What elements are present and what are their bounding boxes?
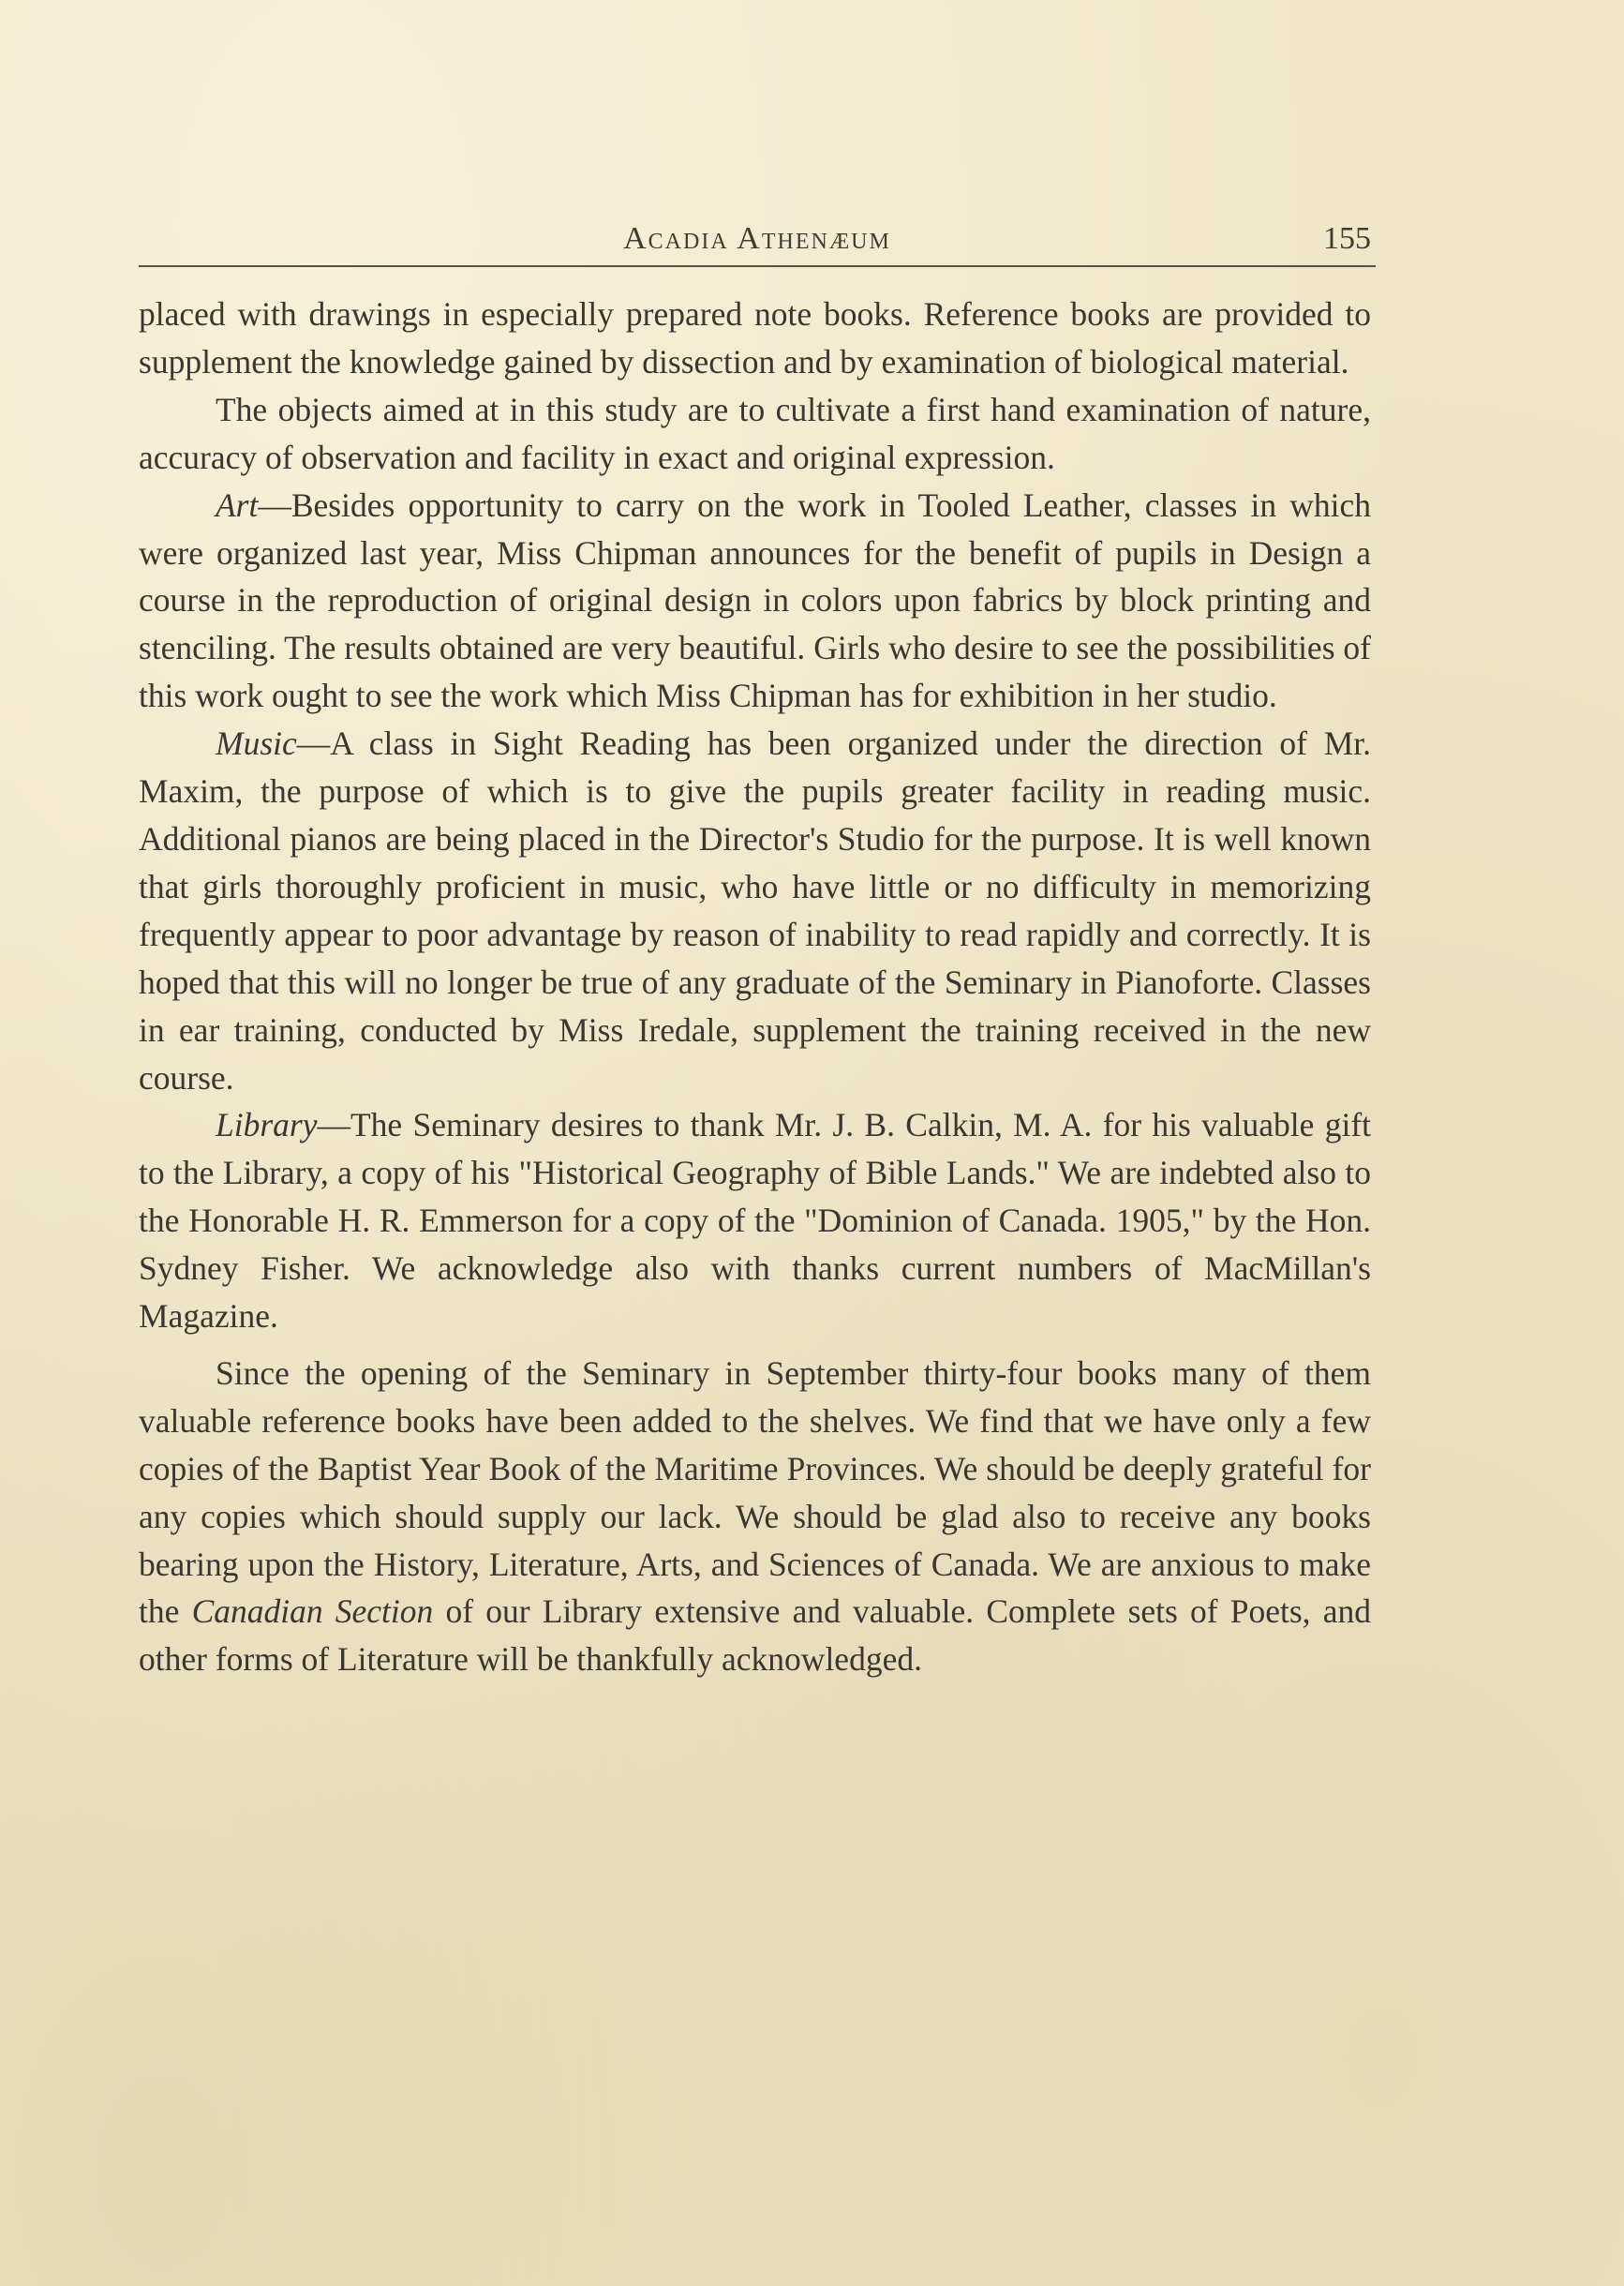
section-heading-music: Music [216, 725, 297, 763]
paragraph-books-text-after: of our Library extensive and valuable. Complete sets of Poets, and other forms of Literature will be thankfully acknowledged. [139, 1592, 1371, 1679]
paragraph-art [139, 482, 1371, 721]
paragraph-objects: The objects aimed at in this study are to cultivate a first hand examination of nature, accuracy of observation and facility in exact and original expression. [139, 390, 1371, 476]
paragraph-music-text: —A class in Sight Reading has been organized under the direction of Mr. Maxim, the purpose of which is to give the pupils greater facility in reading music. Additional pianos are being placed in the Director's Studio for the purpose. It is well known that girls thoroughly proficient in music, who have little or no difficulty in memorizing frequently appear to poor advantage by reason of inability to read rapidly and correctly. It is hoped that this will no longer be true of any graduate of the Seminary in Pianoforte. Classes in ear training, conducted by Miss Iredale, supplement the training received in the new course. [139, 725, 1371, 1097]
header-rule [139, 265, 1376, 267]
canadian-section-emphasis: Canadian Section [191, 1592, 434, 1631]
paragraph-library-text: —The Seminary desires to thank Mr. J. B. Calkin, M. A. for his valuable gift to the Library, a copy of his "Historical Geography of Bible Lands." We are indebted also to the Honorable H. R. Emmerson for a copy of the "Dominion of Canada. 1905," by the Hon. Sydney Fisher. We acknowledge also with thanks current numbers of MacMillan's Magazine. [139, 1106, 1371, 1336]
paragraph-library [139, 1101, 1371, 1340]
paragraph-books-text-before: Since the opening of the Seminary in September thirty-four books many of them valuable reference books have been added to the shelves. We find that we have only a few copies of the Baptist Year Book of the Maritime Provinces. We should be deeply grateful for any copies which should supply our lack. We should be glad also to receive any books bearing upon the History, Literature, Arts, and Sciences of Canada. We are anxious to make the [139, 1353, 1371, 1631]
paragraph-art-text: —Besides opportunity to carry on the work in Tooled Leather, classes in which were organized last year, Miss Chipman announces for the benefit of pupils in Design a course in the reproduction of original design in colors upon fabrics by block printing and stenciling. The results obtained are very beautiful. Girls who desire to see the possibilities of this work ought to see the work which Miss Chipman has for exhibition in her studio. [139, 486, 1371, 715]
running-title: Acadia Athenæum [623, 221, 891, 256]
paragraph-books [139, 1350, 1371, 1683]
section-heading-library: Library [216, 1106, 318, 1144]
paragraph-dissection: placed with drawings in especially prepared note books. Reference books are provided to supplement the knowledge gained by dissection and by examination of biological material. [139, 295, 1371, 381]
page-number: 155 [1323, 221, 1371, 256]
body-text [139, 291, 1371, 1683]
paragraph-music [139, 720, 1371, 1101]
section-heading-art: Art [216, 486, 259, 524]
running-head [139, 221, 1376, 268]
